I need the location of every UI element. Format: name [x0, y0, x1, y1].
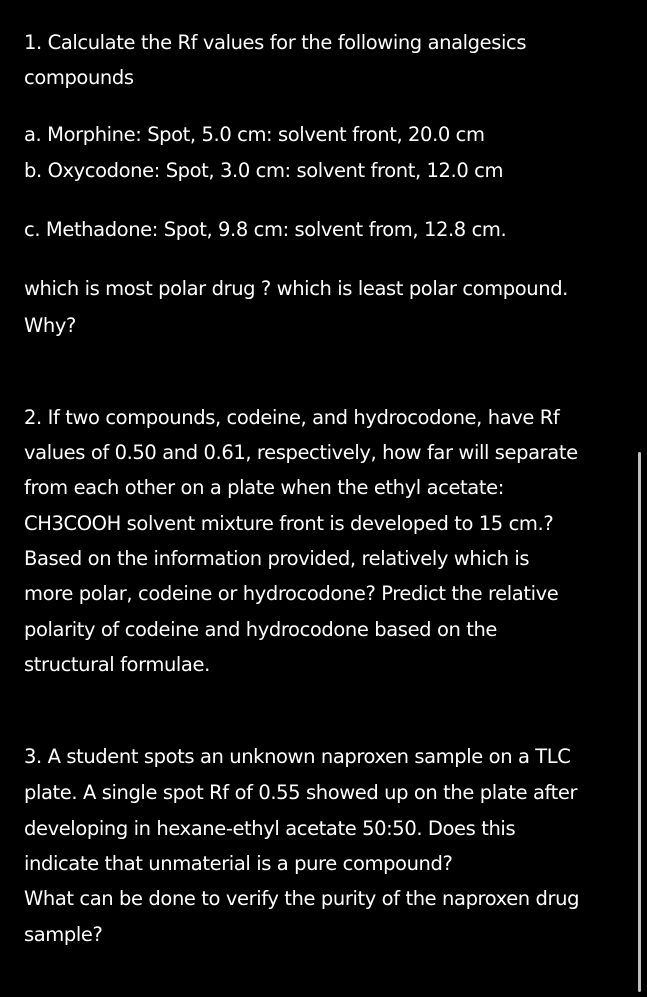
- question-3-line-6: sample?: [24, 923, 103, 946]
- question-2-line-2: values of 0.50 and 0.61, respectively, how far will separate: [24, 441, 578, 464]
- question-1-item-c: c. Methadone: Spot, 9.8 cm: solvent from, 12.8 cm.: [24, 218, 507, 241]
- question-3-line-1: 3. A student spots an unknown naproxen sample on a TLC: [24, 745, 571, 768]
- question-1-item-a: a. Morphine: Spot, 5.0 cm: solvent front, 20.0 cm: [24, 123, 485, 146]
- question-2-line-1: 2. If two compounds, codeine, and hydrocodone, have Rf: [24, 406, 560, 429]
- question-1-prompt-line-2: Why?: [24, 314, 76, 337]
- question-2-line-4: CH3COOH solvent mixture front is developed to 15 cm.?: [24, 512, 554, 535]
- question-3-line-2: plate. A single spot Rf of 0.55 showed up on the plate after: [24, 781, 578, 804]
- question-2-line-5: Based on the information provided, relatively which is: [24, 547, 530, 570]
- question-1-prompt-line-1: which is most polar drug ? which is least polar compound.: [24, 277, 568, 300]
- question-2-line-8: structural formulae.: [24, 653, 210, 676]
- question-2-line-6: more polar, codeine or hydrocodone? Predict the relative: [24, 582, 559, 605]
- question-3-line-3: developing in hexane-ethyl acetate 50:50. Does this: [24, 817, 516, 840]
- question-1-title-line-1: 1. Calculate the Rf values for the following analgesics: [24, 31, 527, 54]
- question-3-line-4: indicate that unmaterial is a pure compound?: [24, 852, 453, 875]
- question-1-title-line-2: compounds: [24, 66, 134, 89]
- vertical-scrollbar[interactable]: [638, 452, 641, 992]
- question-2-line-7: polarity of codeine and hydrocodone based on the: [24, 618, 498, 641]
- question-3-line-5: What can be done to verify the purity of the naproxen drug: [24, 887, 580, 910]
- question-2-line-3: from each other on a plate when the ethyl acetate:: [24, 476, 504, 499]
- question-1-item-b: b. Oxycodone: Spot, 3.0 cm: solvent front, 12.0 cm: [24, 159, 504, 182]
